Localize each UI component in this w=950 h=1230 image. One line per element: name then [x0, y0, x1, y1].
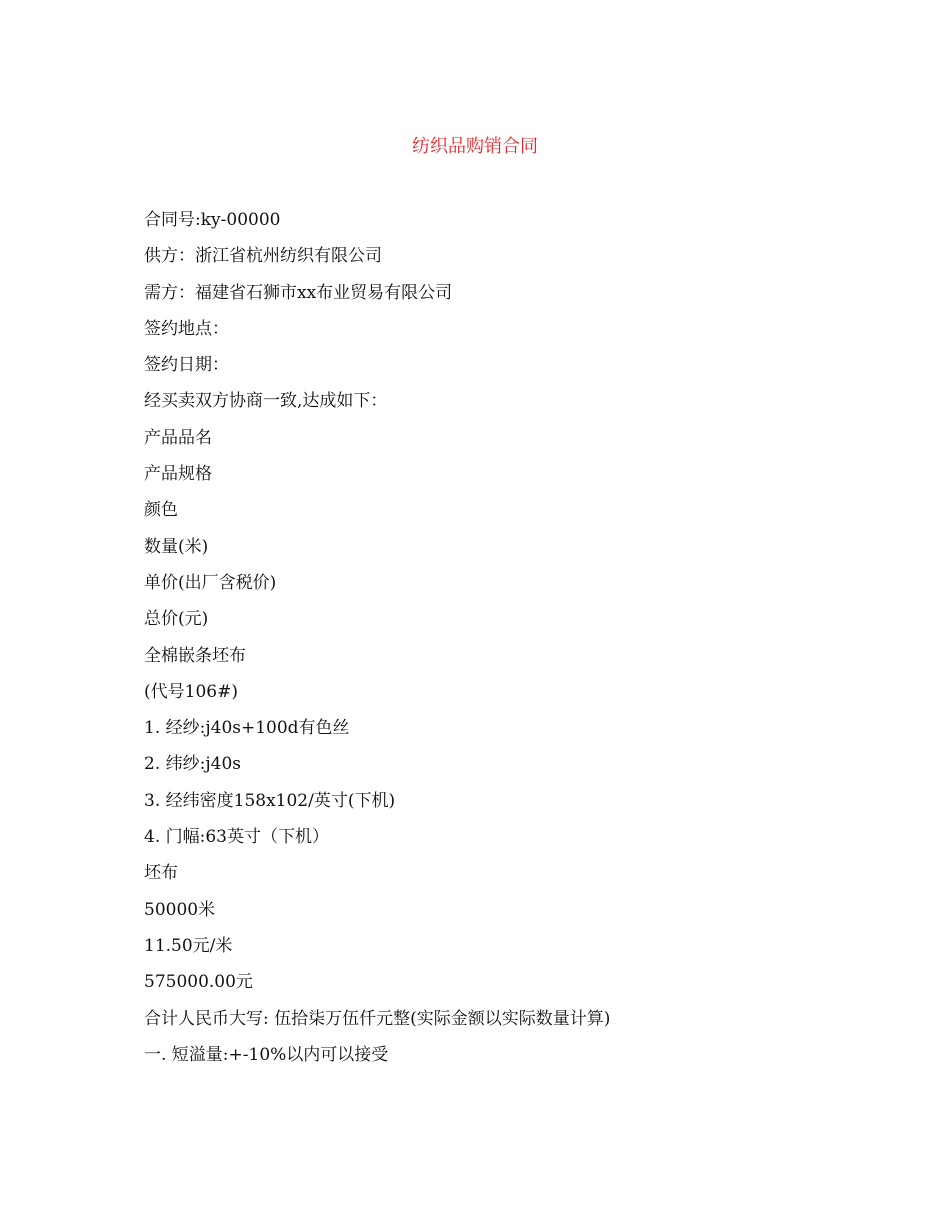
header-unit-price: 单价(出厂含税价) [144, 572, 277, 593]
header-product-name: 产品品名 [144, 427, 212, 448]
product-name: 全棉嵌条坯布 [144, 645, 246, 666]
supplier-line: 供方：浙江省杭州纺织有限公司 [144, 246, 382, 267]
product-total-price: 575000.00元 [144, 972, 253, 993]
product-unit-price: 11.50元/米 [144, 935, 233, 956]
spec-density: 3. 经纬密度158x102/英寸(下机) [144, 790, 396, 811]
header-color: 颜色 [144, 500, 178, 521]
contract-number: 合同号:ky-00000 [144, 210, 281, 230]
product-quantity: 50000米 [144, 899, 216, 920]
spec-weft: 2. 纬纱:j40s [144, 754, 241, 775]
total-in-words: 合计人民币大写: 伍拾柒万伍仟元整(实际金额以实际数量计算) [144, 1008, 611, 1029]
product-code: (代号106#) [144, 681, 238, 702]
spec-width: 4. 门幅:63英寸（下机） [144, 827, 329, 848]
header-product-spec: 产品规格 [144, 464, 212, 485]
signing-place: 签约地点： [144, 318, 229, 339]
agreement-intro: 经买卖双方协商一致,达成如下： [144, 391, 388, 412]
buyer-line: 需方：福建省石狮市xx布业贸易有限公司 [144, 282, 453, 303]
signing-date: 签约日期： [144, 355, 229, 376]
header-quantity: 数量(米) [144, 536, 209, 557]
clause-tolerance: 一. 短溢量:+-10%以内可以接受 [144, 1044, 389, 1065]
product-color: 坯布 [144, 863, 178, 884]
contract-title: 纺织品购销合同 [412, 136, 538, 157]
spec-warp: 1. 经纱:j40s+100d有色丝 [144, 718, 350, 739]
header-total-price: 总价(元) [144, 609, 209, 630]
contract-body [144, 205, 844, 1076]
